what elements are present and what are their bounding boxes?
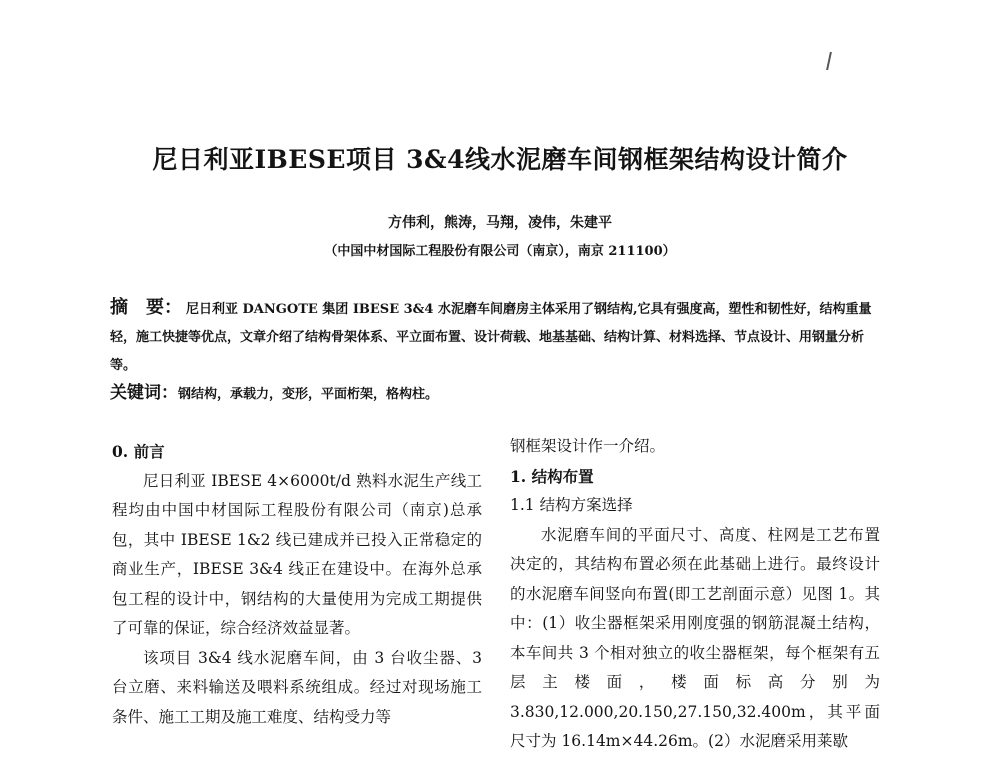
paragraph: 尼日利亚 IBESE 4×6000t/d 熟料水泥生产线工程均由中国中材国际工程股份有限公司（南京)总承包，其中 IBESE 1&2 线已建成并已投入正常稳定的商业生产，IBESE 3&4 线正在建设中。在海外总承包工程的设计中，钢结构的大量使用为完成工期提供了可靠的保证，综合经济效益显著。 xyxy=(112,471,482,637)
margin-pen-mark xyxy=(826,52,838,70)
paper-title: 尼日利亚IBESE项目 3&4线水泥磨车间钢框架结构设计简介 xyxy=(152,145,848,174)
keywords-label: 关键词： xyxy=(110,383,178,403)
abstract xyxy=(110,294,880,380)
abstract-label: 摘 要： xyxy=(110,297,182,318)
left-column xyxy=(112,437,482,732)
paragraph: 该项目 3&4 线水泥磨车间，由 3 台收尘器、3 台立磨、来料输送及喂料系统组成。经过对现场施工条件、施工工期及施工难度、结构受力等 xyxy=(112,648,482,726)
subsection-heading-scheme: 1.1 结构方案选择 xyxy=(510,496,633,514)
right-column xyxy=(510,432,880,757)
author-list: 方伟利，熊涛，马翔，凌伟，朱建平 xyxy=(388,215,612,231)
paragraph-continuation: 钢框架设计作一介绍。 xyxy=(510,437,666,455)
keywords-text: 钢结构，承载力，变形，平面桁架，格构柱。 xyxy=(178,387,439,402)
abstract-text: 尼日利亚 DANGOTE 集团 IBESE 3&4 水泥磨车间磨房主体采用了钢结构,它具有强度高，塑性和韧性好，结构重量轻，施工快捷等优点，文章介绍了结构骨架体系、平立面布置、设计荷载、地基基础、结构计算、材料选择、节点设计、用钢量分析等。 xyxy=(110,302,872,373)
section-heading-structure-layout: 1. 结构布置 xyxy=(510,466,594,486)
keywords xyxy=(110,380,880,408)
paragraph: 水泥磨车间的平面尺寸、高度、柱网是工艺布置决定的，其结构布置必须在此基础上进行。最终设计的水泥磨车间竖向布置(即工艺剖面示意）见图 1。其中：(1）收尘器框架采用刚度强的钢筋混凝土结构，本车间共 3 个相对独立的收尘器框架，每个框架有五层主楼面，楼面标高分别为 3.830,12.000,20.150,27.150,32.400m，其平面尺寸为 16.14m×44.26m。(2）水泥磨采用莱歇 xyxy=(510,525,880,750)
affiliation: （中国中材国际工程股份有限公司（南京），南京 211100） xyxy=(324,244,676,259)
section-heading-preface: 0. 前言 xyxy=(112,442,165,461)
